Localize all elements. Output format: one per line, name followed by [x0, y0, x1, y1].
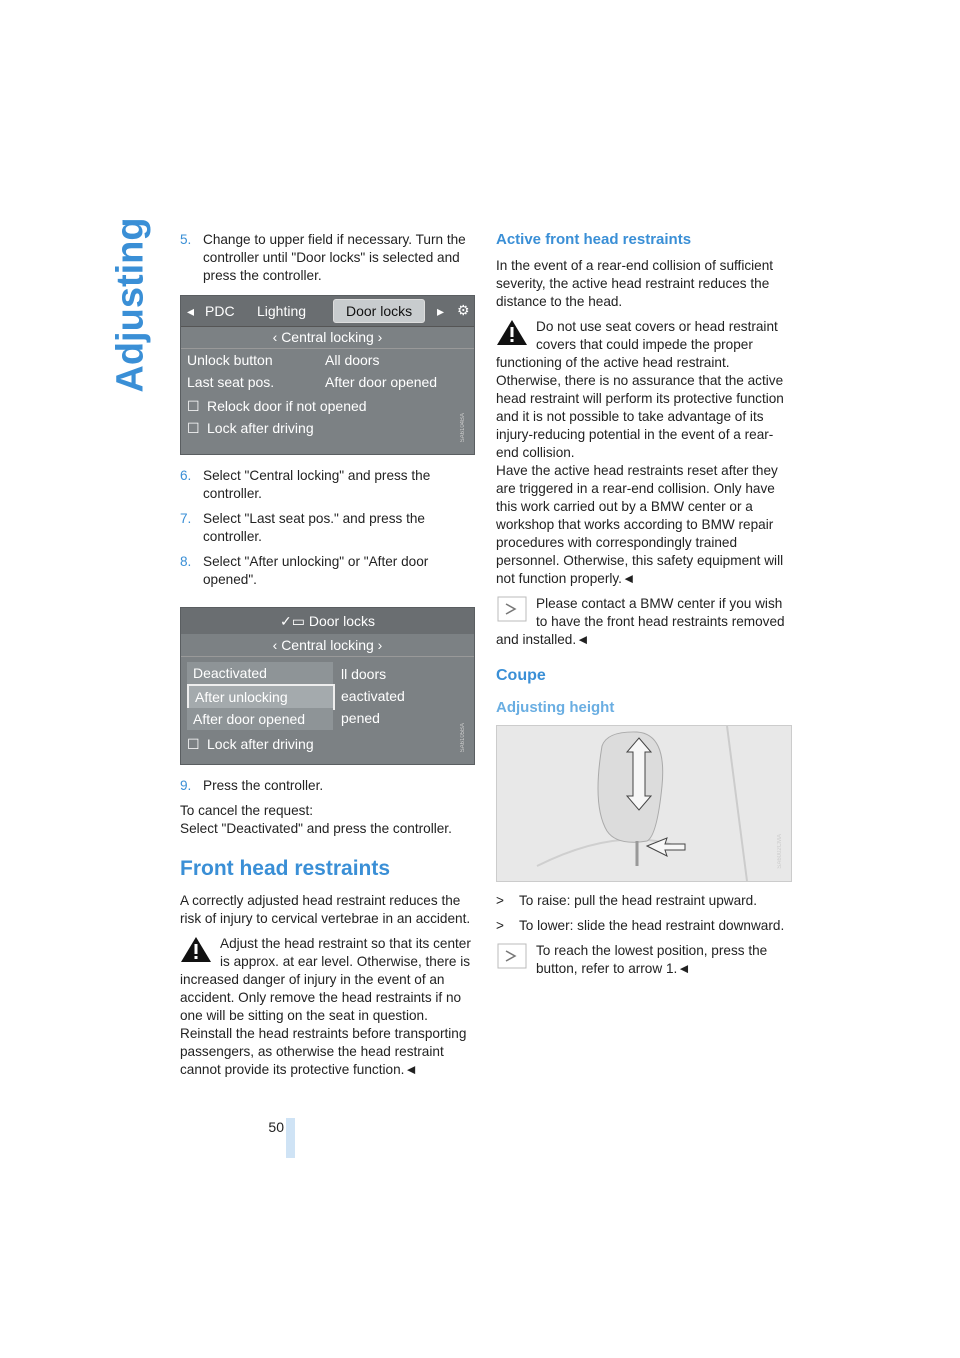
bullet-lower: > To lower: slide the head restraint downward.	[496, 918, 785, 933]
submenu-central-locking[interactable]: ‹ Central locking ›	[181, 634, 474, 657]
warning-note: Do not use seat covers or head restraint covers that could impede the proper functioning of the active head restraint. Otherwise, there is no assurance that the active head restraint will perform its protective function and it is not possible to take advantage of its injury-reducing potential in the event of a rear-end collision.	[496, 319, 784, 460]
image-code: SA6105BA	[460, 722, 466, 752]
relock-door-option[interactable]: Relock door if not opened	[207, 398, 367, 414]
cancel-text: To cancel the request:	[180, 803, 313, 818]
menu-unlock-button[interactable]: Unlock button	[187, 352, 273, 368]
right-column	[496, 231, 790, 978]
option-after-door-opened[interactable]: After door opened	[187, 708, 333, 730]
lock-after-driving-option[interactable]: Lock after driving	[207, 420, 314, 436]
step-6: 6. Select "Central locking" and press the controller.	[180, 468, 431, 501]
head-restraint-image	[496, 725, 792, 882]
active-head-restraints-heading: Active front head restraints	[496, 231, 692, 248]
door-locks-screen	[180, 295, 475, 455]
menu-all-doors: ll doors	[341, 666, 387, 682]
menu-deactivated: eactivated	[341, 688, 405, 704]
step-7: 7. Select "Last seat pos." and press the controller.	[180, 511, 425, 544]
front-head-restraints-heading: Front head restraints	[180, 857, 391, 880]
menu-after-door-opened: pened	[341, 710, 380, 726]
step-8: 8. Select "After unlocking" or "After door opened".	[180, 554, 429, 587]
adjusting-height-heading: Adjusting height	[496, 699, 615, 716]
section-title: Adjusting	[109, 217, 152, 393]
info-note: To reach the lowest position, press the button, refer to arrow 1.◄	[496, 942, 790, 978]
left-column	[180, 231, 475, 1079]
arrow-left-icon: ◂	[187, 303, 195, 319]
note-arrow-icon	[496, 595, 528, 623]
option-after-unlocking[interactable]: After unlocking	[187, 684, 335, 710]
menu-last-seat-pos[interactable]: Last seat pos.	[187, 374, 275, 390]
active-intro: In the event of a rear-end collision of sufficient severity, the active head restraint reduces the distance to the head.	[496, 258, 774, 309]
page-bar	[286, 1118, 295, 1158]
step-9: 9. Press the controller.	[180, 778, 324, 793]
menu-all-doors[interactable]: All doors	[325, 352, 380, 368]
submenu-central-locking[interactable]: ‹ Central locking ›	[181, 326, 474, 349]
arrow-right-icon: ▸	[437, 303, 445, 319]
image-code: SA6104BA	[460, 412, 466, 442]
checkbox-icon[interactable]: ☐	[187, 736, 200, 752]
warning-note: Adjust the head restraint so that its center is approx. at ear level. Otherwise, there is increased danger of injury in the event of an accident. Only remove the head restraints if no one will be sitting on the seat in question. Reinstall the head restraints before transporting passengers, as otherwise the head restraint cannot provide its protective function.◄	[180, 936, 471, 1077]
checkbox-icon[interactable]: ☐	[187, 420, 200, 436]
tab-pdc[interactable]: PDC	[205, 303, 235, 319]
page-number: 50	[268, 1119, 284, 1135]
note-arrow-icon	[496, 942, 528, 970]
coupe-heading: Coupe	[496, 667, 546, 684]
step-5: 5. Change to upper field if necessary. Turn the controller until "Door locks" is selected and press the controller.	[180, 232, 466, 283]
car-icon: ✓▭	[280, 613, 309, 629]
warning-icon	[180, 935, 212, 963]
tab-lighting[interactable]: Lighting	[257, 303, 307, 319]
bullet-raise: > To raise: pull the head restraint upward.	[496, 893, 758, 908]
intro-paragraph: A correctly adjusted head restraint reduces the risk of injury to cervical vertebrae in an accident.	[180, 893, 471, 926]
tab-door-locks[interactable]: Door locks	[333, 299, 425, 323]
menu-after-door-opened[interactable]: After door opened	[325, 374, 438, 390]
checkbox-icon[interactable]: ☐	[187, 398, 200, 414]
image-code: SA6002CMA	[777, 834, 783, 869]
warning-continued: Have the active head restraints reset after they are triggered in a rear-end collision. Only have this work carried out by a BMW center or a workshop that works according to BMW repair procedures with correspondingly trained personnel. Otherwise, this safety equipment will not function properly.◄	[496, 463, 784, 586]
lock-after-driving-option[interactable]: Lock after driving	[207, 736, 314, 752]
cancel-text-2: Select "Deactivated" and press the controller.	[180, 821, 452, 836]
door-locks-title: Door locks	[308, 613, 375, 629]
central-locking-screen	[180, 607, 475, 765]
settings-icon: ⚙	[457, 302, 470, 318]
option-deactivated[interactable]: Deactivated	[187, 662, 333, 684]
head-restraint-illustration	[497, 726, 791, 881]
warning-icon	[496, 318, 528, 346]
info-note: Please contact a BMW center if you wish to have the front head restraints removed and installed.◄	[496, 596, 785, 647]
